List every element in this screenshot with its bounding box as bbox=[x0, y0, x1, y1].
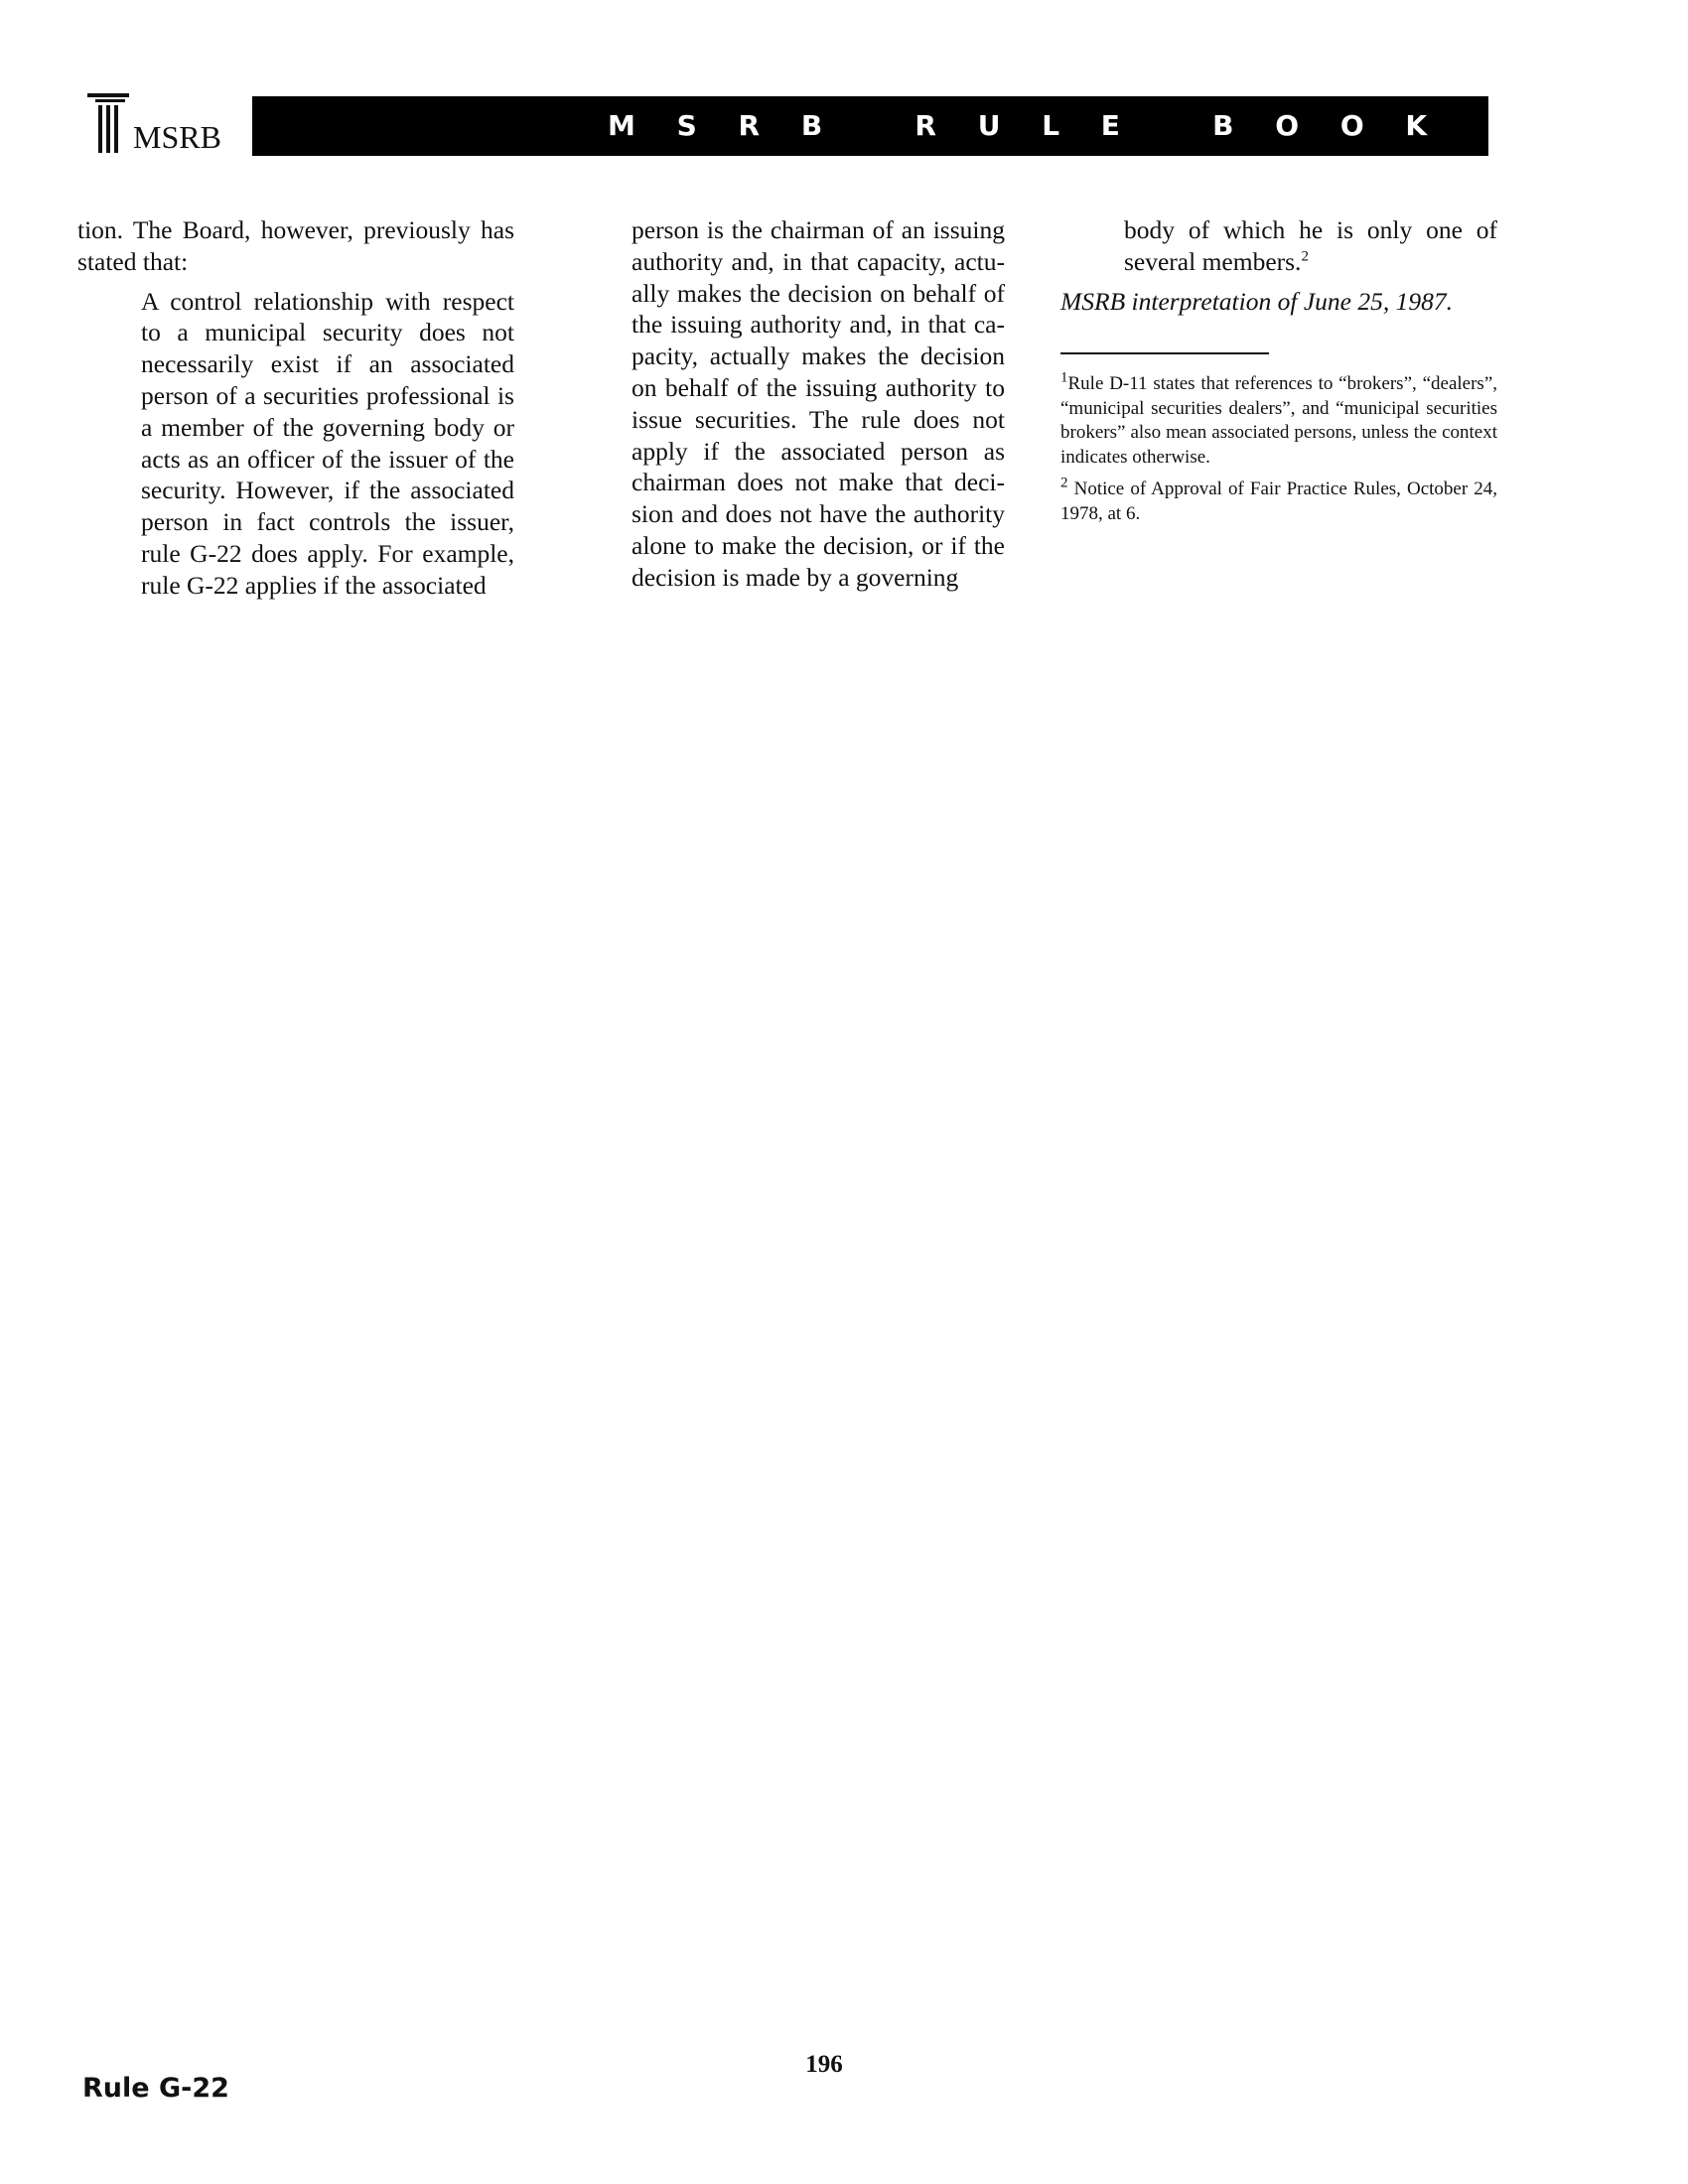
lead-paragraph: tion. The Board, however, previously has stated that: bbox=[77, 215, 514, 276]
column-3 bbox=[1060, 214, 1497, 526]
logo-text: MSRB bbox=[133, 119, 221, 155]
footnote-1-text: Rule D-11 states that references to “brokers”, “dealers”, “municipal securities dealers”, and “municipal securities brokers” also mean associated persons, unless the context indicates otherwise. bbox=[1060, 373, 1497, 468]
footnote-1-number: 1 bbox=[1060, 370, 1068, 387]
rule-label: Rule G-22 bbox=[82, 2073, 229, 2104]
footnote-ref-2: 2 bbox=[1301, 248, 1309, 265]
footnote-2-text: Notice of Approval of Fair Practice Rules, October 24, 1978, at 6. bbox=[1060, 478, 1498, 524]
quoted-paragraph: A control relationship with respect to a municipal security does not necessarily exist if an associated person of a securities professional is a member of the governing body or acts as an officer of the issuer of the security. However, if the associated person in fact controls the issuer, rule G-22 does apply. For example, rule G-22 applies if the associated bbox=[141, 286, 514, 600]
msrb-logo bbox=[85, 93, 244, 159]
footnote-1 bbox=[1060, 372, 1497, 470]
header-bar bbox=[252, 96, 1488, 156]
footnote-divider bbox=[1060, 352, 1269, 354]
quote-end-text: body of which he is only one of several members. bbox=[1124, 215, 1497, 276]
interpretation-citation: MSRB interpretation of June 25, 1987. bbox=[1060, 286, 1453, 316]
page-number: 196 bbox=[805, 2051, 843, 2078]
footnote-2-number: 2 bbox=[1060, 476, 1068, 492]
columns-icon bbox=[85, 93, 131, 155]
quoted-paragraph-continued: person is the chairman of an issuing authority and, in that capacity, actually makes the decision on behalf of the issuing authority and, in that capacity, actually makes the decision on behalf of the issuing authority to issue securities. The rule does not apply if the associated person as chairman does not make that decision and does not have the authority alone to make the decision, or if the decision is made by a governing bbox=[632, 215, 1005, 592]
column-2 bbox=[632, 214, 1005, 594]
column-1 bbox=[77, 214, 514, 602]
header-title: M S R B R U L E B O O K bbox=[608, 109, 1444, 142]
quoted-paragraph-end bbox=[1124, 214, 1497, 278]
footnote-2 bbox=[1060, 478, 1497, 526]
